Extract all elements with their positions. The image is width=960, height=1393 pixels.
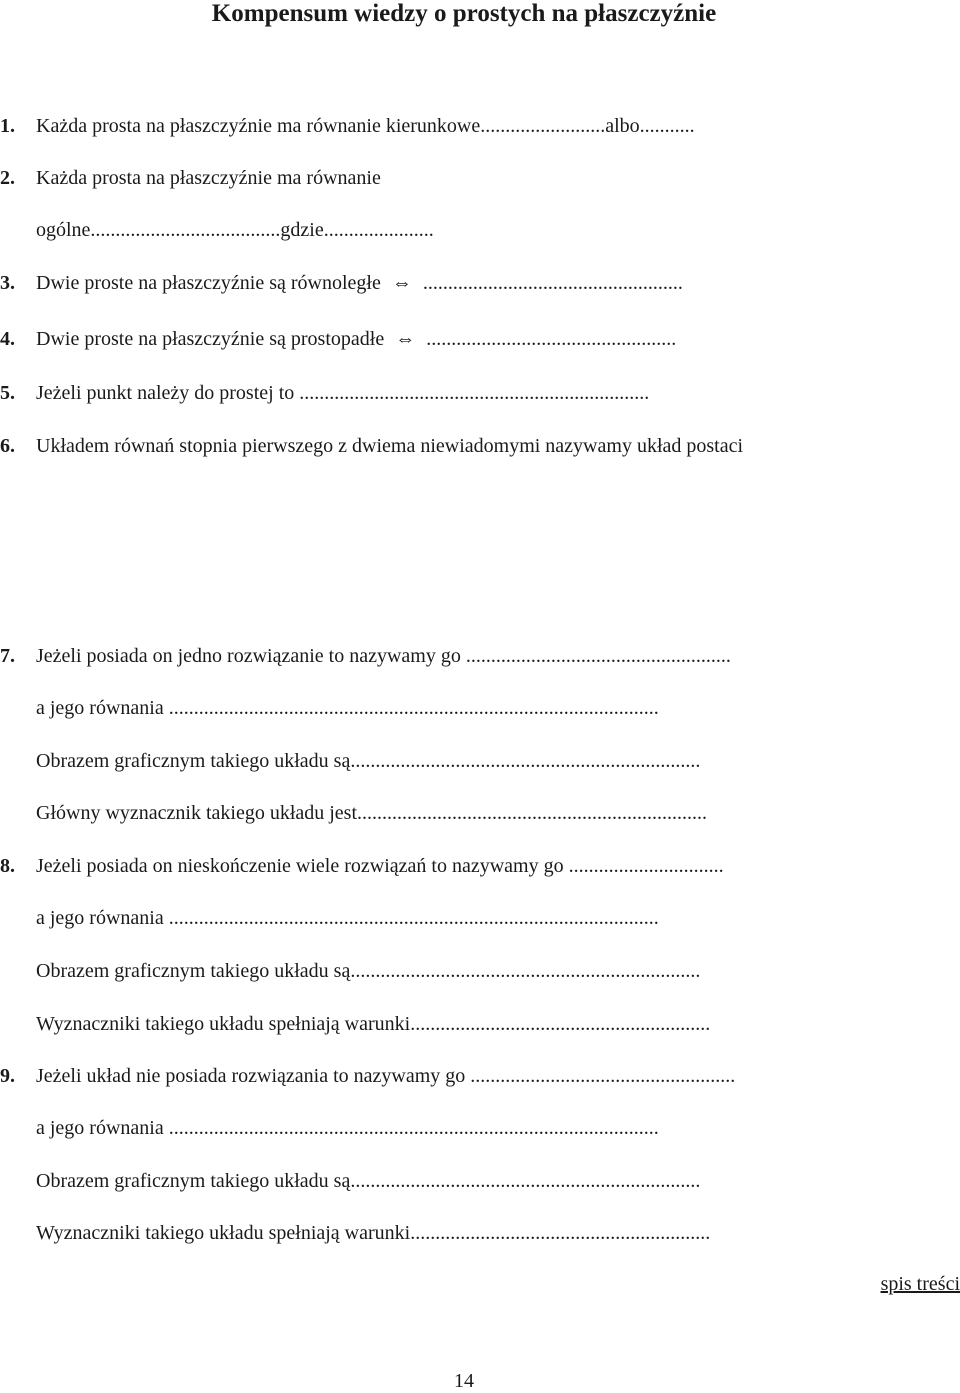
equivalence-arrow-icon: ⇔	[391, 272, 412, 294]
item-text: Jeżeli układ nie posiada rozwiązania to nazywamy go .....................................................	[36, 1065, 736, 1087]
list-item-3	[0, 271, 683, 295]
item-number: 7.	[0, 645, 15, 667]
item-text: Jeżeli posiada on nieskończenie wiele rozwiązań to nazywamy go ...............................	[36, 855, 724, 877]
item-text: Każda prosta na płaszczyźnie ma równanie kierunkowe.........................albo...........	[36, 115, 695, 137]
item-text: Wyznaczniki takiego układu spełniają warunki............................................................	[36, 1013, 711, 1035]
item-text: Układem równań stopnia pierwszego z dwiema niewiadomymi nazywamy układ postaci	[36, 435, 744, 457]
item-blank: ....................................................	[422, 272, 683, 294]
item-number: 1.	[0, 115, 15, 137]
list-item-7-graph	[0, 749, 700, 773]
list-item-8-graph	[0, 959, 700, 983]
item-text: Obrazem graficznym takiego układu są......................................................................	[36, 750, 701, 772]
list-item-9	[0, 1064, 735, 1088]
list-item-2	[0, 166, 381, 190]
page-title: Kompensum wiedzy o prostych na płaszczyźnie	[211, 0, 717, 27]
item-number: 4.	[0, 328, 15, 350]
list-item-8-equations	[0, 906, 659, 930]
list-item-2-continued	[0, 218, 434, 242]
item-number: 6.	[0, 435, 15, 457]
item-text: Jeżeli punkt należy do prostej to ......................................................................	[36, 382, 650, 404]
item-text: Główny wyznacznik takiego układu jest......................................................................	[36, 802, 708, 824]
item-text: a jego równania ..................................................................................................	[36, 697, 659, 719]
list-item-7-determinant	[0, 801, 707, 825]
item-text: Obrazem graficznym takiego układu są......................................................................	[36, 960, 701, 982]
list-item-9-determinants	[0, 1221, 710, 1245]
list-item-9-graph	[0, 1169, 700, 1193]
list-item-7-equations	[0, 696, 659, 720]
list-item-6	[0, 434, 743, 458]
item-number: 3.	[0, 272, 15, 294]
item-text: Każda prosta na płaszczyźnie ma równanie	[36, 167, 381, 189]
list-item-9-equations	[0, 1116, 659, 1140]
list-item-1	[0, 114, 695, 138]
item-text: Dwie proste na płaszczyźnie są równoległe	[36, 272, 381, 294]
item-text: a jego równania ..................................................................................................	[36, 1117, 659, 1139]
item-number: 9.	[0, 1065, 15, 1087]
item-number: 8.	[0, 855, 15, 877]
list-item-4	[0, 327, 676, 351]
item-number: 2.	[0, 167, 15, 189]
list-item-8	[0, 854, 724, 878]
item-text: Dwie proste na płaszczyźnie są prostopadłe	[36, 328, 385, 350]
list-item-5	[0, 381, 649, 405]
item-blank: ..................................................	[426, 328, 677, 350]
item-text: ogólne......................................gdzie......................	[36, 219, 434, 241]
page-number: 14	[454, 1370, 474, 1392]
equivalence-arrow-icon: ⇔	[395, 328, 416, 350]
item-text: Jeżeli posiada on jedno rozwiązanie to nazywamy go .....................................................	[36, 645, 731, 667]
item-number: 5.	[0, 382, 15, 404]
table-of-contents-link[interactable]: spis treści	[880, 1273, 960, 1295]
list-item-7	[0, 644, 731, 668]
item-text: Obrazem graficznym takiego układu są......................................................................	[36, 1170, 701, 1192]
list-item-8-determinants	[0, 1012, 710, 1036]
item-text: Wyznaczniki takiego układu spełniają warunki............................................................	[36, 1222, 711, 1244]
item-text: a jego równania ..................................................................................................	[36, 907, 659, 929]
